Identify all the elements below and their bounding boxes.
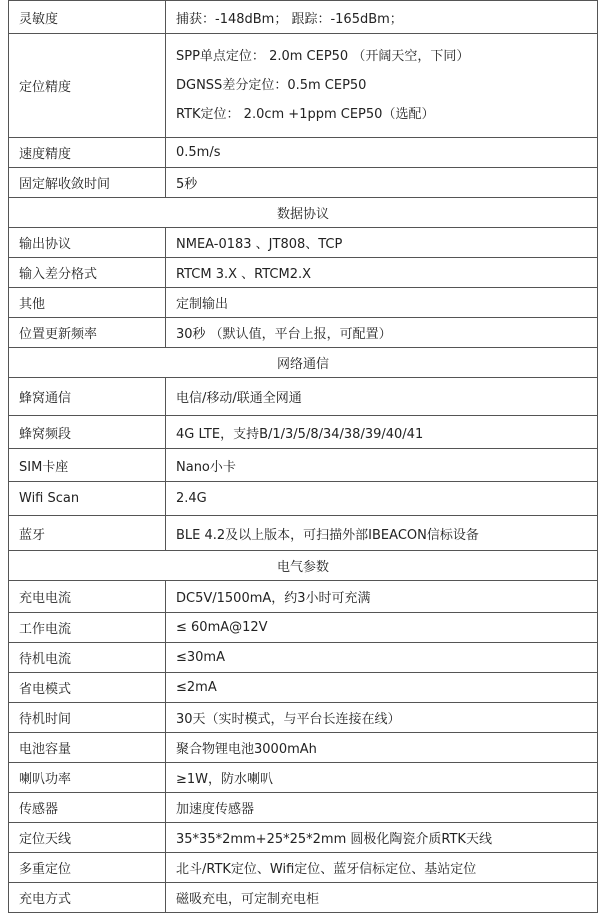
spec-row (9, 823, 598, 853)
spec-row (9, 581, 598, 613)
spec-label: 输出协议 (9, 228, 166, 258)
spec-label: SIM卡座 (9, 449, 166, 482)
spec-value: 定制输出 (176, 297, 229, 312)
spec-value-cell (166, 823, 598, 853)
spec-value: NMEA-0183 、JT808、TCP (176, 237, 343, 252)
section-header-row (9, 348, 598, 378)
spec-row (9, 793, 598, 823)
spec-row (9, 449, 598, 482)
spec-row (9, 416, 598, 449)
spec-value: 35*35*2mm+25*25*2mm 圆极化陶瓷介质RTK天线 (176, 832, 492, 847)
spec-label: 工作电流 (9, 613, 166, 643)
spec-table (8, 0, 598, 913)
spec-value-cell (166, 703, 598, 733)
spec-value: BLE 4.2及以上版本，可扫描外部IBEACON信标设备 (176, 527, 479, 543)
section-header-row (9, 551, 598, 581)
spec-value-cell (166, 793, 598, 823)
spec-value-cell (166, 288, 598, 318)
spec-label: 电池容量 (9, 733, 166, 763)
spec-row (9, 482, 598, 516)
spec-value-cell (166, 733, 598, 763)
spec-value-cell (166, 763, 598, 793)
section-title: 网络通信 (9, 348, 598, 378)
spec-row (9, 318, 598, 348)
spec-label: 速度精度 (9, 138, 166, 168)
spec-label: 蜂窝频段 (9, 416, 166, 449)
spec-value-cell (166, 581, 598, 613)
spec-label: 多重定位 (9, 853, 166, 883)
spec-label: 蜂窝通信 (9, 378, 166, 416)
spec-label: 输入差分格式 (9, 258, 166, 288)
spec-row (9, 168, 598, 198)
spec-value: 4G LTE，支持B/1/3/5/8/34/38/39/40/41 (176, 426, 424, 442)
spec-value: RTK定位： 2.0cm +1ppm CEP50（选配） (176, 107, 435, 122)
spec-row (9, 733, 598, 763)
spec-value-cell (166, 138, 598, 168)
spec-value: 聚合物锂电池3000mAh (176, 742, 317, 757)
spec-row (9, 703, 598, 733)
spec-value-cell (166, 516, 598, 551)
spec-label: 其他 (9, 288, 166, 318)
spec-value: ≤2mA (176, 680, 217, 695)
spec-label: 固定解收敛时间 (9, 168, 166, 198)
spec-label: 待机时间 (9, 703, 166, 733)
spec-row (9, 34, 598, 138)
spec-value: DGNSS差分定位：0.5m CEP50 (176, 78, 367, 93)
spec-label: 充电方式 (9, 883, 166, 913)
spec-label: 定位精度 (9, 34, 166, 138)
spec-value: 捕获：-148dBm； 跟踪：-165dBm； (176, 11, 403, 27)
spec-value: 30秒 （默认值，平台上报，可配置） (176, 327, 392, 342)
spec-row (9, 378, 598, 416)
spec-row (9, 673, 598, 703)
spec-value-cell (166, 883, 598, 913)
spec-value-cell (166, 416, 598, 449)
spec-value-cell (166, 482, 598, 516)
spec-label: 定位天线 (9, 823, 166, 853)
spec-label: 传感器 (9, 793, 166, 823)
spec-row (9, 1, 598, 34)
spec-value: ≤ 60mA@12V (176, 620, 268, 635)
spec-value-cell (166, 1, 598, 34)
section-header-row (9, 198, 598, 228)
spec-label: 蓝牙 (9, 516, 166, 551)
spec-value: RTCM 3.X 、RTCM2.X (176, 267, 312, 282)
spec-row (9, 228, 598, 258)
spec-label: 喇叭功率 (9, 763, 166, 793)
spec-row (9, 258, 598, 288)
spec-value: ≤30mA (176, 650, 225, 665)
spec-value-cell (166, 228, 598, 258)
spec-row (9, 288, 598, 318)
spec-value-cell (166, 318, 598, 348)
spec-row (9, 613, 598, 643)
spec-label: Wifi Scan (9, 482, 166, 516)
spec-row (9, 853, 598, 883)
spec-value: 磁吸充电，可定制充电柜 (176, 892, 320, 907)
spec-label: 待机电流 (9, 643, 166, 673)
spec-value: 加速度传感器 (176, 802, 255, 817)
spec-value: DC5V/1500mA，约3小时可充满 (176, 591, 371, 606)
spec-value: ≥1W，防水喇叭 (176, 772, 274, 787)
spec-value: 2.4G (176, 491, 207, 506)
spec-label: 充电电流 (9, 581, 166, 613)
spec-row (9, 516, 598, 551)
spec-label: 省电模式 (9, 673, 166, 703)
spec-label: 位置更新频率 (9, 318, 166, 348)
spec-row (9, 643, 598, 673)
spec-value: 30天（实时模式，与平台长连接在线） (176, 712, 401, 727)
section-title: 数据协议 (9, 198, 598, 228)
spec-value-cell (166, 673, 598, 703)
spec-value: 电信/移动/联通全网通 (176, 391, 302, 406)
spec-value-cell (166, 643, 598, 673)
spec-row (9, 763, 598, 793)
spec-value-cell (166, 449, 598, 482)
spec-row (9, 138, 598, 168)
spec-value-cell (166, 168, 598, 198)
spec-value-cell (166, 853, 598, 883)
spec-value-cell (166, 378, 598, 416)
spec-table-body (9, 1, 598, 913)
spec-value: 北斗/RTK定位、Wifi定位、蓝牙信标定位、基站定位 (176, 862, 477, 877)
spec-value: 5秒 (176, 177, 198, 192)
spec-value: Nano小卡 (176, 459, 236, 475)
spec-value: 0.5m/s (176, 145, 221, 160)
spec-row (9, 883, 598, 913)
spec-value-cell (166, 34, 598, 138)
spec-value-cell (166, 613, 598, 643)
spec-value-cell (166, 258, 598, 288)
spec-label: 灵敏度 (9, 1, 166, 34)
section-title: 电气参数 (9, 551, 598, 581)
spec-value: SPP单点定位： 2.0m CEP50 （开阔天空，下同） (176, 49, 470, 64)
